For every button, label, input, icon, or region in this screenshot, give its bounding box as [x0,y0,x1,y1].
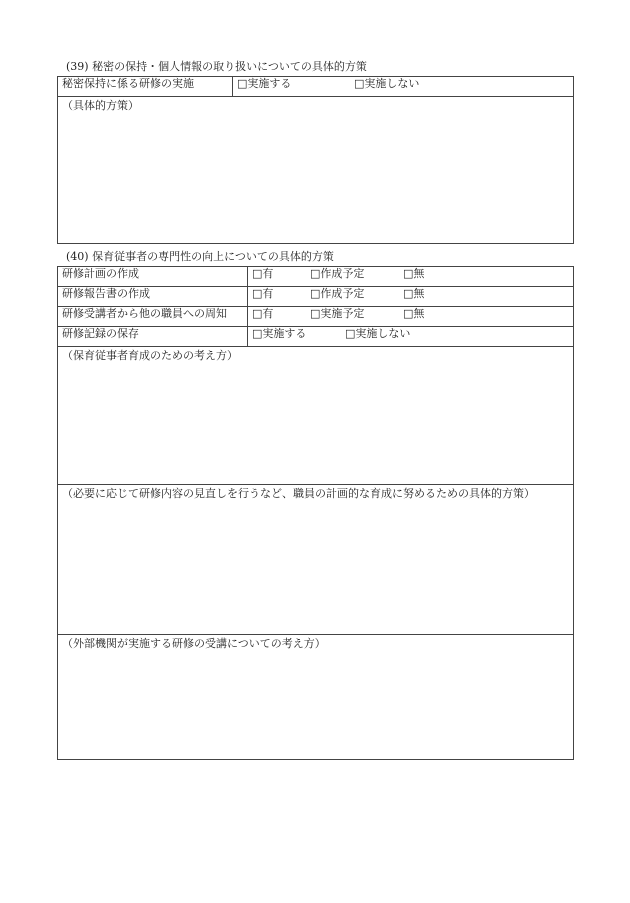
section-40-title: (40) 保育従事者の専門性の向上についての具体的方策 [66,250,334,263]
free-text-row [58,485,574,635]
section-39-title: (39) 秘密の保持・個人情報の取り扱いについての具体的方策 [66,60,367,73]
row-label: 研修受講者から他の職員への周知 [58,307,248,327]
checkbox-planned[interactable]: □作成予定 [310,287,365,300]
free-text-area[interactable] [58,347,574,485]
checkbox-yes[interactable]: □有 [252,287,274,300]
free-text-area[interactable] [58,485,574,635]
row-options [248,327,574,347]
free-text-row [58,635,574,760]
table-row [58,307,574,327]
checkbox-yes[interactable]: □有 [252,307,274,320]
free-text-label: （必要に応じて研修内容の見直しを行うなど、職員の計画的な育成に努めるための具体的方策） [62,487,535,500]
free-text-label: （具体的方策） [62,99,139,112]
free-text-label: （保育従事者育成のための考え方） [62,349,238,362]
checkbox-planned[interactable]: □実施予定 [310,307,365,320]
free-text-area[interactable] [58,635,574,760]
row-label: 研修計画の作成 [58,267,248,287]
table-row [58,327,574,347]
free-text-label: （外部機関が実施する研修の受講についての考え方） [62,637,326,650]
row-label: 研修報告書の作成 [58,287,248,307]
row-label: 秘密保持に係る研修の実施 [58,77,233,97]
row-options [233,77,574,97]
row-options [248,267,574,287]
specific-measures-row [58,97,574,244]
checkbox-not-implement[interactable]: □実施しない [345,327,411,340]
free-text-row [58,347,574,485]
checkbox-no[interactable]: □無 [403,307,425,320]
table-row [58,287,574,307]
checkbox-implement[interactable]: □実施する [252,327,307,340]
checkbox-not-implement[interactable]: □実施しない [354,77,420,90]
checkbox-no[interactable]: □無 [403,287,425,300]
free-text-area[interactable] [58,97,574,244]
section-40-table [57,266,574,760]
table-row [58,267,574,287]
checkbox-planned[interactable]: □作成予定 [310,267,365,280]
secrecy-training-row [58,77,574,97]
row-options [248,287,574,307]
checkbox-yes[interactable]: □有 [252,267,274,280]
section-39-table [57,76,574,244]
checkbox-no[interactable]: □無 [403,267,425,280]
row-label: 研修記録の保存 [58,327,248,347]
checkbox-implement[interactable]: □実施する [237,77,292,90]
row-options [248,307,574,327]
